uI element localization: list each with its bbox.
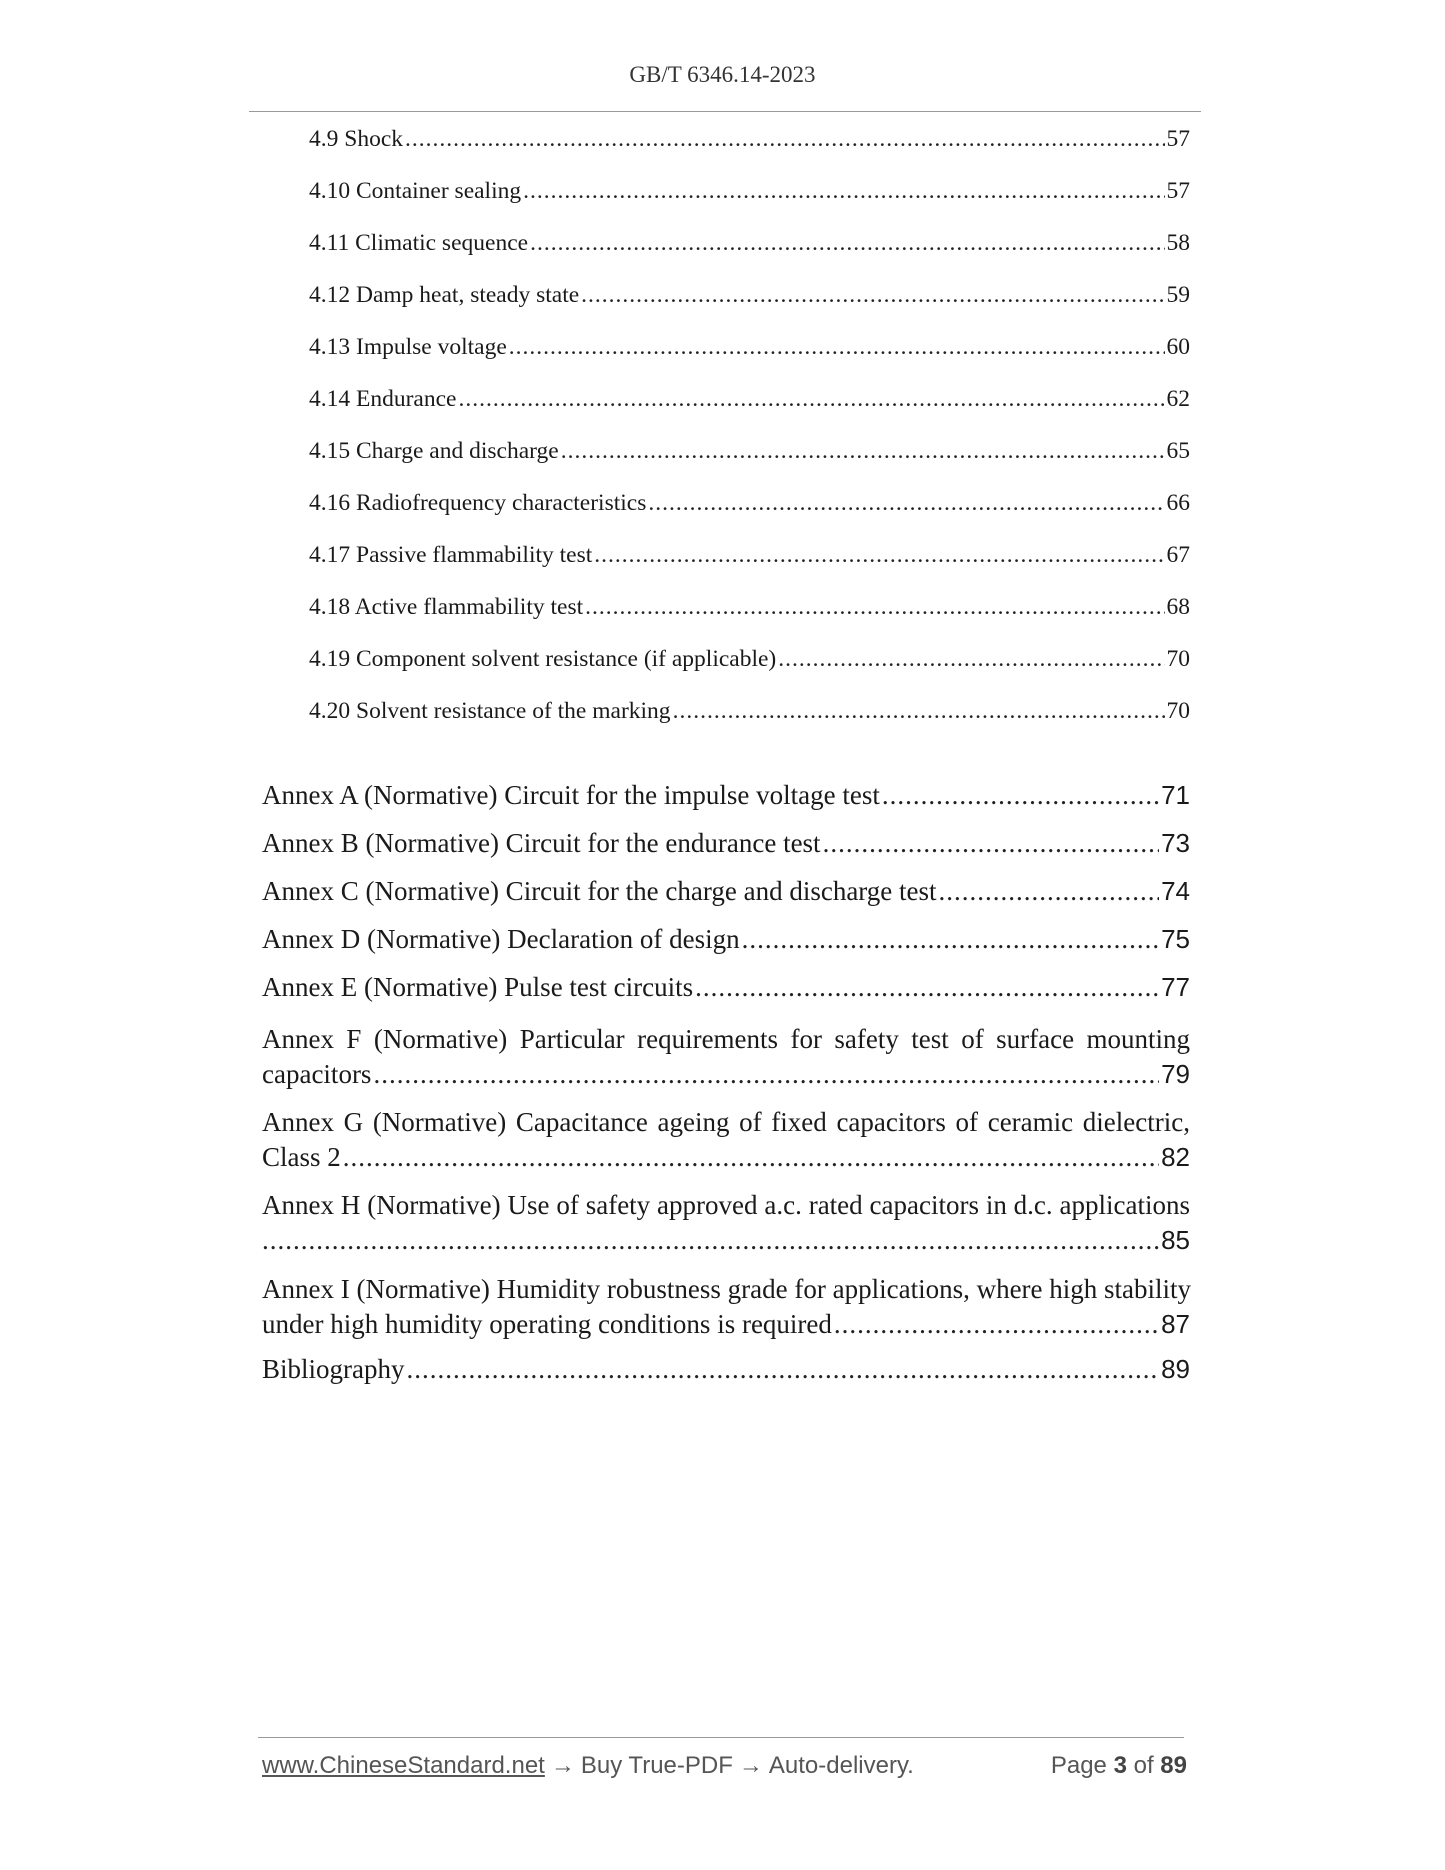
toc-entry-title: 4.18 Active flammability test [309, 594, 584, 620]
toc-leader [823, 828, 1160, 859]
toc-entry-page: 74 [1161, 876, 1190, 906]
toc-entry-title: 4.16 Radiofrequency characteristics [309, 490, 647, 516]
toc-leader [673, 698, 1165, 725]
toc-entry-annex-g[interactable] [262, 1105, 1190, 1175]
toc-entry-4-15[interactable] [309, 438, 1190, 468]
toc-entry-4-14[interactable] [309, 386, 1190, 416]
toc-entry-page: 62 [1166, 386, 1190, 412]
toc-entry-page: 70 [1166, 698, 1190, 724]
site-link[interactable]: www.ChineseStandard.net [262, 1752, 545, 1779]
toc-entry-annex-b[interactable] [262, 828, 1190, 862]
page-of-label: of [1133, 1752, 1154, 1779]
toc-entry-annex-h[interactable] [262, 1188, 1190, 1258]
toc-entry-bibliography[interactable] [262, 1354, 1190, 1388]
toc-entry-annex-d[interactable] [262, 924, 1190, 958]
toc-entry-title: 4.17 Passive flammability test [309, 542, 593, 568]
toc-entry-title: 4.12 Damp heat, steady state [309, 282, 580, 308]
toc-leader [594, 542, 1164, 569]
toc-leader [343, 1140, 1159, 1175]
page-label: Page [1050, 1752, 1107, 1779]
toc-entry-page: 57 [1166, 126, 1190, 152]
toc-entry-4-12[interactable] [309, 282, 1190, 312]
toc-leader [509, 334, 1165, 361]
toc-entry-page: 57 [1166, 178, 1190, 204]
toc-entry-page: 75 [1161, 924, 1190, 954]
toc-leader [939, 876, 1160, 907]
toc-entry-title-line1: Annex G (Normative) Capacitance ageing of fixed capacitors of ceramic dielectric, [262, 1107, 1190, 1137]
toc-leader [695, 972, 1159, 1003]
toc-entry-page: 82 [1161, 1142, 1190, 1172]
toc-entry-title: Annex C (Normative) Circuit for the charge and discharge test [262, 876, 937, 906]
toc-leader [648, 490, 1164, 517]
toc-entry-line2 [262, 1223, 1190, 1258]
toc-leader [523, 178, 1164, 205]
toc-entry-title: 4.9 Shock [309, 126, 403, 152]
toc-leader [778, 646, 1164, 673]
page-indicator [1051, 1752, 1187, 1780]
footer-divider [258, 1737, 1184, 1738]
toc-entry-title: 4.10 Container sealing [309, 178, 522, 204]
toc-entry-title: Annex E (Normative) Pulse test circuits [262, 972, 694, 1002]
toc-leader [373, 1057, 1159, 1092]
toc-entry-4-19[interactable] [309, 646, 1190, 676]
toc-leader [834, 1307, 1159, 1342]
toc-leader [458, 386, 1164, 413]
toc-entry-annex-c[interactable] [262, 876, 1190, 910]
toc-entry-4-17[interactable] [309, 542, 1190, 572]
toc-entry-title-line2: under high humidity operating conditions is required [262, 1309, 832, 1339]
page-current: 3 [1113, 1752, 1127, 1779]
page-footer [262, 1752, 1187, 1788]
toc-leader [407, 1354, 1160, 1385]
document-header: GB/T 6346.14-2023 [629, 62, 816, 87]
toc-leader [530, 230, 1164, 257]
toc-leader [561, 438, 1165, 465]
toc-entry-page: 60 [1166, 334, 1190, 360]
toc-entry-title: 4.20 Solvent resistance of the marking [309, 698, 671, 724]
toc-entry-title: Annex A (Normative) Circuit for the impulse voltage test [262, 780, 880, 810]
toc-leader [585, 594, 1164, 621]
toc-entry-4-13[interactable] [309, 334, 1190, 364]
toc-entry-title-line2: capacitors [262, 1059, 372, 1089]
arrow-right-icon: → [550, 1752, 575, 1779]
toc-entry-4-18[interactable] [309, 594, 1190, 624]
toc-entry-4-16[interactable] [309, 490, 1190, 520]
toc-entry-page: 58 [1166, 230, 1190, 256]
toc-entry-title: 4.13 Impulse voltage [309, 334, 507, 360]
toc-leader [262, 1223, 1159, 1258]
toc-entry-line2 [262, 1140, 1190, 1175]
toc-entry-line2 [262, 1057, 1190, 1092]
toc-entry-page: 79 [1161, 1059, 1190, 1089]
toc-entry-page: 68 [1166, 594, 1190, 620]
toc-entry-title: Bibliography [262, 1354, 405, 1384]
toc-leader [742, 924, 1159, 955]
toc-entry-title: 4.15 Charge and discharge [309, 438, 559, 464]
toc-entry-4-20[interactable] [309, 698, 1190, 728]
header-divider [249, 111, 1201, 112]
toc-leader [581, 282, 1164, 309]
toc-entry-title-line2: Class 2 [262, 1142, 341, 1172]
toc-entry-page: 71 [1161, 780, 1190, 810]
toc-entry-title-line1: Annex I (Normative) Humidity robustness grade for applications, where high stability [262, 1274, 1192, 1304]
toc-entry-page: 73 [1161, 828, 1190, 858]
toc-entry-page: 70 [1166, 646, 1190, 672]
toc-entry-annex-f[interactable] [262, 1022, 1190, 1092]
toc-entry-4-11[interactable] [309, 230, 1190, 260]
toc-entry-annex-e[interactable] [262, 972, 1190, 1006]
toc-entry-page: 87 [1161, 1309, 1190, 1339]
toc-entry-annex-i[interactable] [262, 1272, 1190, 1342]
toc-entry-title-line1: Annex F (Normative) Particular requirements for safety test of surface mounting [262, 1024, 1190, 1054]
toc-entry-4-10[interactable] [309, 178, 1190, 208]
toc-entry-page: 89 [1161, 1354, 1190, 1384]
toc-entry-title: 4.11 Climatic sequence [309, 230, 529, 256]
toc-entry-page: 77 [1161, 972, 1190, 1002]
buy-true-pdf-text: Buy True-PDF [580, 1752, 733, 1779]
toc-entry-page: 85 [1161, 1225, 1190, 1255]
toc-entry-page: 66 [1166, 490, 1190, 516]
toc-entry-line2 [262, 1307, 1190, 1342]
toc-entry-page: 67 [1166, 542, 1190, 568]
toc-entry-page: 59 [1166, 282, 1190, 308]
toc-entry-title: 4.14 Endurance [309, 386, 457, 412]
toc-entry-title: Annex D (Normative) Declaration of design [262, 924, 740, 954]
toc-entry-title: 4.19 Component solvent resistance (if applicable) [309, 646, 777, 672]
toc-entry-4-9[interactable] [309, 126, 1190, 156]
arrow-right-icon: → [738, 1752, 763, 1779]
toc-leader [882, 780, 1159, 811]
page-total: 89 [1160, 1752, 1187, 1779]
toc-entry-title-line1: Annex H (Normative) Use of safety approved a.c. rated capacitors in d.c. applications [262, 1190, 1190, 1220]
toc-entry-annex-a[interactable] [262, 780, 1190, 814]
auto-delivery-text: Auto-delivery. [768, 1752, 914, 1779]
toc-leader [405, 126, 1165, 153]
toc-entry-title: Annex B (Normative) Circuit for the endurance test [262, 828, 821, 858]
toc-entry-page: 65 [1166, 438, 1190, 464]
